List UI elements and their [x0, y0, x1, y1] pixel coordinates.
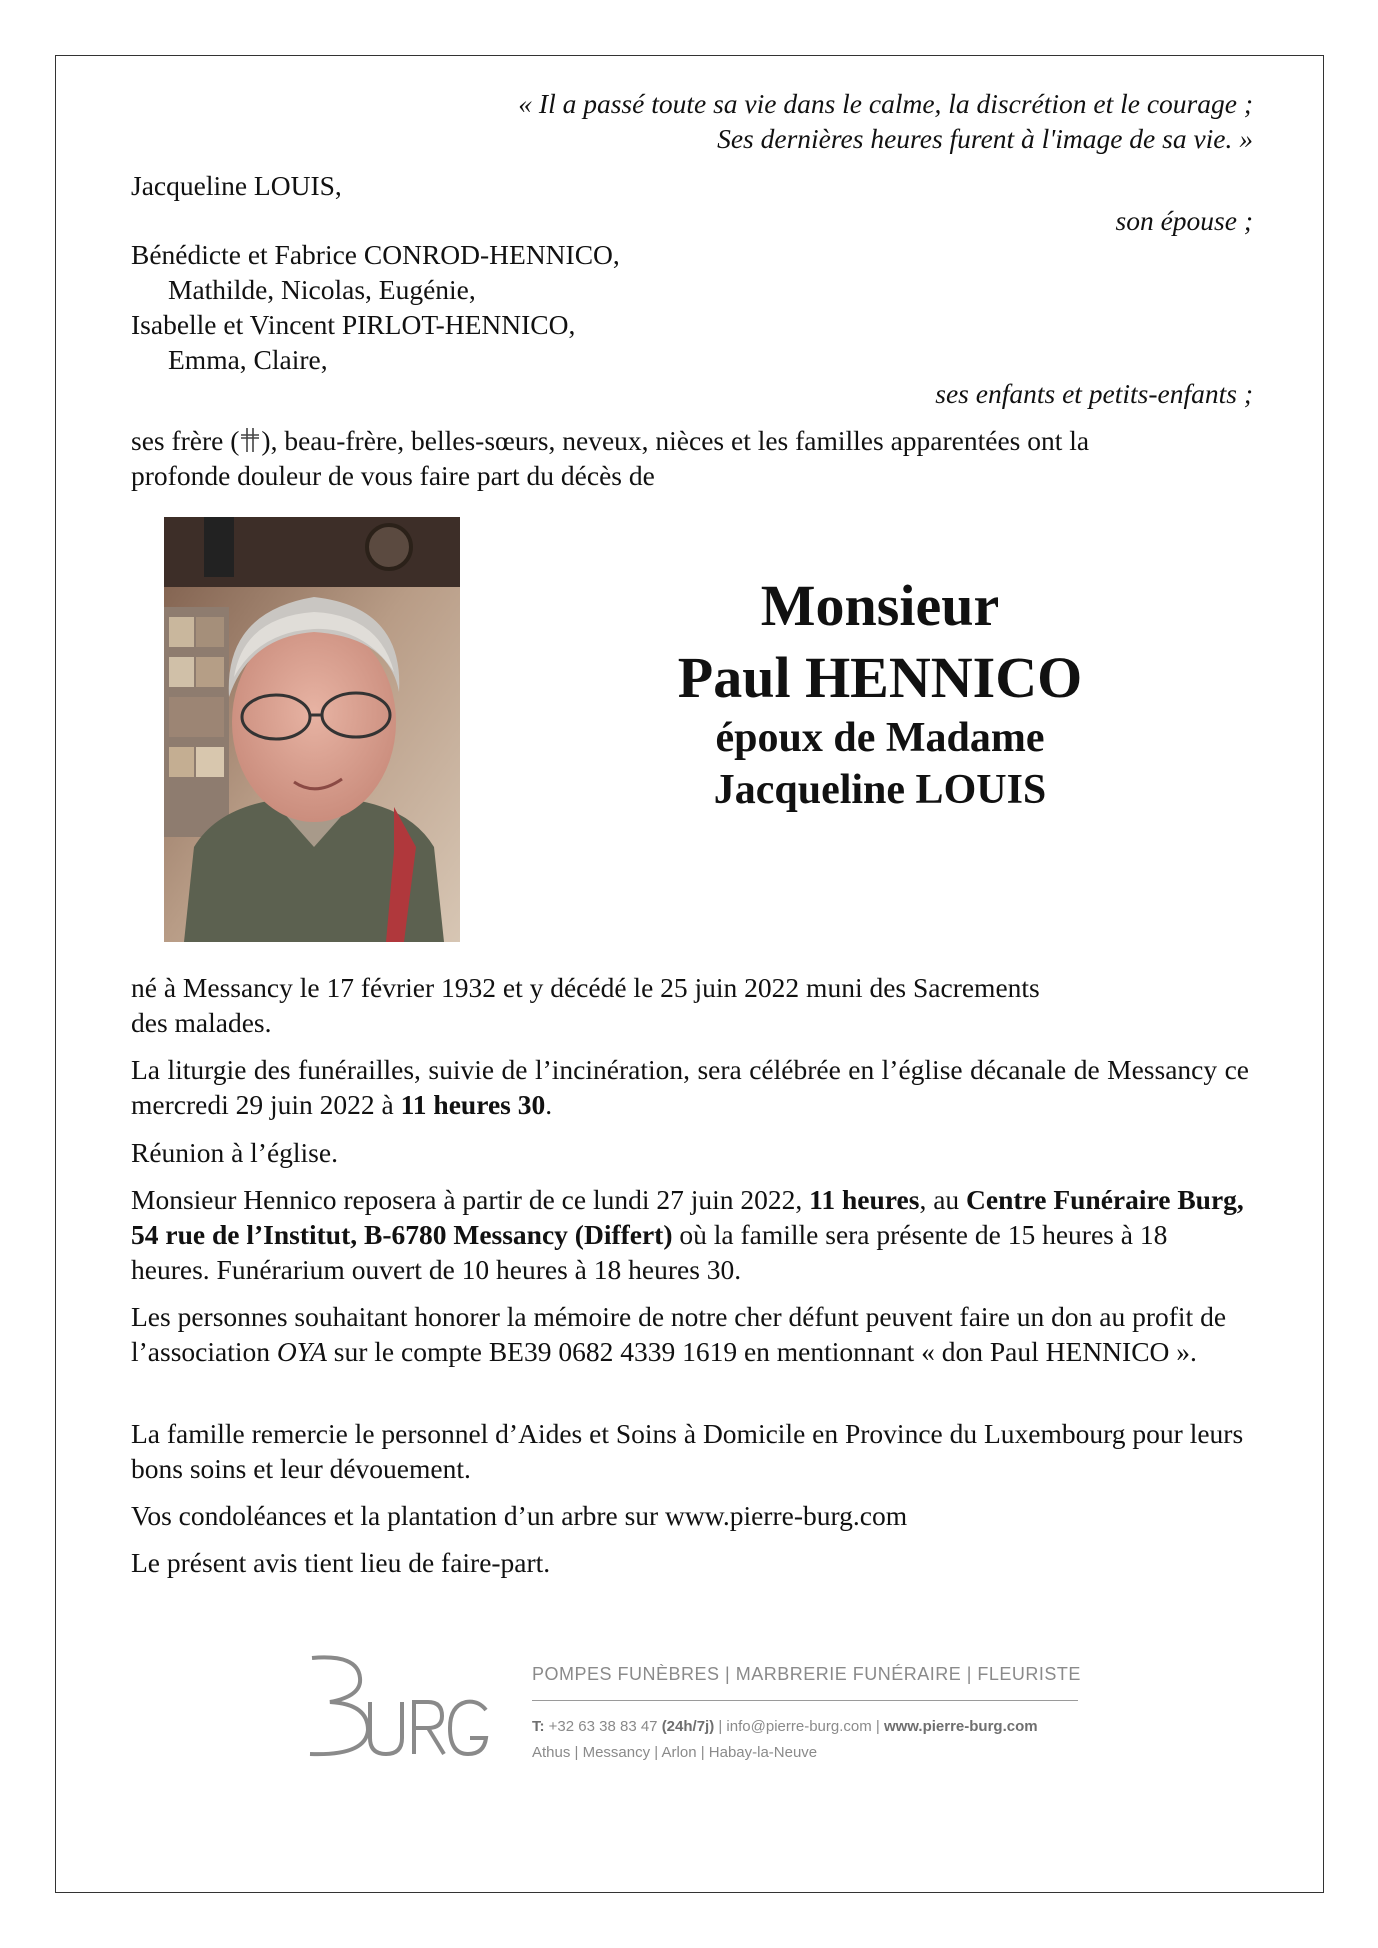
quote-line-2: Ses dernières heures furent à l'image de sa vie. »: [717, 123, 1253, 154]
footer-cities: Athus | Messancy | Arlon | Habay-la-Neuve: [532, 1744, 818, 1761]
footer-services: POMPES FUNÈBRES | MARBRERIE FUNÉRAIRE | FLEURISTE: [532, 1664, 1081, 1684]
thanks-paragraph: La famille remercie le personnel d’Aides et Soins à Domicile en Province du Luxembourg pour leurs bons soins et leur dévouement.: [131, 1418, 1244, 1484]
donation-association: OYA: [276, 1336, 327, 1367]
meeting-line: Réunion à l’église.: [131, 1137, 338, 1168]
rest-text-e: où la famille sera présente de 15 heures à 18 heures. Funérarium ouvert de 10 heures à 18 heures 30.: [131, 1219, 1168, 1285]
phone-number: +32 63 38 83 47: [544, 1718, 662, 1735]
donation-text-c: sur le compte BE39 0682 4339 1619 en mentionnant « don Paul HENNICO ».: [326, 1336, 1197, 1367]
rest-time: 11 heures: [809, 1184, 920, 1215]
deceased-name: Paul HENNICO: [677, 645, 1083, 710]
rest-text-a: Monsieur Hennico reposera à partir de ce lundi 27 juin 2022,: [131, 1184, 810, 1215]
spouse-role: son épouse ;: [1115, 205, 1253, 236]
phone-label: T:: [532, 1718, 545, 1735]
phone-hours: (24h/7j): [661, 1718, 715, 1735]
deceased-relation: époux de Madame: [715, 715, 1045, 761]
funeral-paragraph: [131, 1052, 1249, 1122]
children-role: ses enfants et petits-enfants ;: [935, 378, 1253, 409]
child-2: Isabelle et Vincent PIRLOT-HENNICO,: [131, 309, 576, 340]
donation-paragraph: [131, 1299, 1249, 1369]
rest-text-c: , au: [919, 1184, 967, 1215]
relatives-text-b: ), beau-frère, belles-sœurs, neveux, nièces et les familles apparentées ont la: [261, 425, 1090, 456]
spouse-name: Jacqueline LOUIS,: [131, 170, 342, 201]
funeral-end: .: [545, 1089, 553, 1120]
birth-death-line-1: né à Messancy le 17 février 1932 et y décédé le 25 juin 2022 muni des Sacrements: [131, 972, 1040, 1003]
burg-logo: [300, 1650, 490, 1760]
notice-line: Le présent avis tient lieu de faire-part.: [131, 1547, 551, 1578]
funeral-text: La liturgie des funérailles, suivie de l’incinération, sera célébrée en l’église décanale de Messancy ce mercredi 29 juin 2022 à: [131, 1054, 1249, 1120]
footer-contact: [532, 1718, 1038, 1735]
rest-paragraph: [131, 1182, 1249, 1287]
birth-death-line-2: des malades.: [131, 1007, 272, 1038]
portrait-photo: [164, 517, 460, 942]
website-link[interactable]: www.pierre-burg.com: [883, 1718, 1038, 1735]
email-address: | info@pierre-burg.com |: [714, 1718, 884, 1735]
donation-text-a: Les personnes souhaitant honorer la mémoire de notre cher défunt peuvent faire un don au profit de l’association: [131, 1301, 1227, 1367]
relatives-text-a: ses frère (: [131, 425, 240, 456]
deceased-title: Monsieur: [760, 573, 1000, 638]
funeral-time: 11 heures 30: [400, 1089, 546, 1120]
relatives-line-2: profonde douleur de vous faire part du décès de: [131, 460, 655, 491]
quote-line-1: « Il a passé toute sa vie dans le calme, la discrétion et le courage ;: [518, 88, 1253, 119]
relatives-line-1: [131, 423, 1089, 458]
child-1: Bénédicte et Fabrice CONROD-HENNICO,: [131, 239, 620, 270]
rest-location: Centre Funéraire Burg, 54 rue de l’Institut, B-6780 Messancy (Differt): [131, 1184, 1244, 1250]
footer-divider: [532, 1700, 1078, 1701]
child-2-grandchildren: Emma, Claire,: [168, 344, 328, 375]
child-1-grandchildren: Mathilde, Nicolas, Eugénie,: [168, 274, 476, 305]
condolences-line: Vos condoléances et la plantation d’un arbre sur www.pierre-burg.com: [131, 1500, 908, 1531]
cross-icon: [239, 426, 261, 452]
deceased-spouse: Jacqueline LOUIS: [713, 767, 1047, 813]
